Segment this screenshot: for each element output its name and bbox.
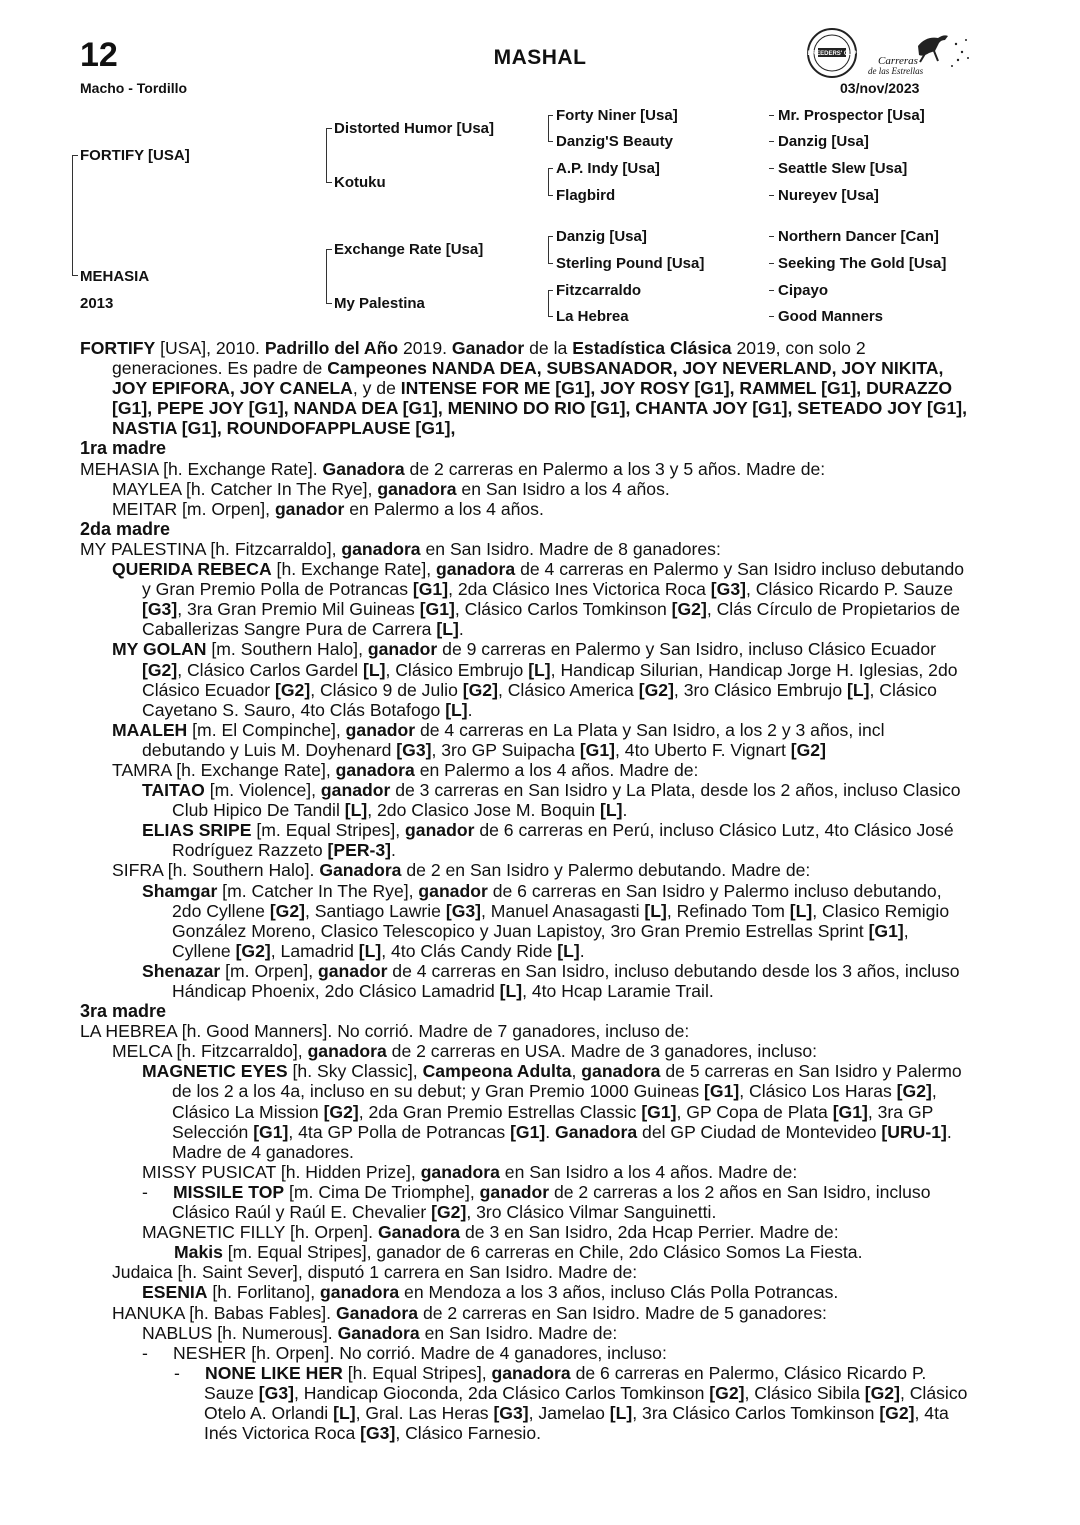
- sex-color: Macho - Tordillo: [80, 80, 188, 96]
- section-heading-3ra-madre: 3ra madre: [80, 1001, 167, 1022]
- produce-entry: HANUKA [h. Babas Fables]. Ganadora de 2 carreras en San Isidro. Madre de 5 ganadores:: [112, 1302, 827, 1323]
- grandproduce-entry: ELIAS SRIPE [m. Equal Stripes], ganador de 6 carreras en Perú, incluso Clásico Lutz, 4to Clásico José Rodríguez Razzeto [PER-3].: [142, 820, 954, 861]
- sire: FORTIFY [USA]: [80, 147, 190, 164]
- bracket-line: [548, 290, 553, 291]
- bracket-line: [326, 249, 327, 303]
- gen3-1: Forty Niner [Usa]: [556, 107, 678, 124]
- grandproduce-entry: Shamgar [m. Catcher In The Rye], ganador de 6 carreras en San Isidro y Palermo incluso debutando, 2do Cyllene [G2], Santiago Lawrie [G3], Manuel Anasagasti [L], Refinado Tom [L], Clasico Remigio González Moreno, Clasico Telescopico y Juan Lapistoy, 3ro Gran Premio Estrellas Sprint [G1], Cyllene [G2], Lamadrid [L], 4to Clás Candy Ride [L].: [142, 880, 950, 961]
- grandproduce-entry: ESENIA [h. Forlitano], ganadora en Mendoza a los 3 años, incluso Clás Polla Potrancas.: [142, 1282, 839, 1303]
- grandproduce-entry: TAITAO [m. Violence], ganador de 3 carreras en San Isidro y La Plata, desde los 2 años, incluso Clasico Club Hipico De Tandil [L], 2do Clasico Jose M. Boquin [L].: [142, 780, 961, 821]
- produce-entry: Judaica [h. Saint Sever], disputó 1 carrera en San Isidro. Madre de:: [112, 1262, 638, 1283]
- bracket-line: [769, 263, 774, 264]
- dam-dam: My Palestina: [334, 295, 425, 312]
- grandproduce-entry: MAGNETIC FILLY [h. Orpen]. Ganadora de 3 en San Isidro, 2da Hcap Perrier. Madre de:: [142, 1222, 839, 1243]
- horse-name: MASHAL: [493, 46, 587, 69]
- foaling-year: 2013: [80, 295, 114, 312]
- bracket-line: [548, 236, 549, 263]
- bracket-line: [72, 155, 78, 156]
- section-heading-1ra-madre: 1ra madre: [80, 438, 167, 459]
- carreras-de-las-estrellas-logo: [806, 26, 972, 80]
- great-great-grandproduce-entry: - NONE LIKE HER [h. Equal Stripes], ganadora de 6 carreras en Palermo, Clásico Ricardo P. Sauze [G3], Handicap Gioconda, 2da Clásico Carlos Tomkinson [G2], Clásico Sibila [G2], Clásico Otelo A. Orlandi [L], Gral. Las Heras [G3], Jamelao [L], 3ra Clásico Carlos Tomkinson [G2], 4ta Inés Victorica Roca [G3], Clásico Farnesio.: [174, 1362, 968, 1444]
- grandproduce-entry: NABLUS [h. Numerous]. Ganadora en San Isidro. Madre de:: [142, 1322, 618, 1343]
- great-grandproduce-entry: - MISSILE TOP [m. Cima De Triomphe], ganador de 2 carreras a los 2 años en San Isidro, incluso Clásico Raúl y Raúl E. Chevalier [G2], 3ro Clásico Vilmar Sanguinetti.: [142, 1181, 931, 1223]
- svg-text:de las Estrellas: de las Estrellas: [868, 66, 924, 76]
- bracket-line: [72, 275, 78, 276]
- svg-text:BREEDERS' CUP: BREEDERS' CUP: [807, 51, 857, 57]
- sire-dam: Kotuku: [334, 174, 386, 191]
- bracket-line: [769, 290, 774, 291]
- bracket-line: [548, 236, 553, 237]
- produce-entry: MEITAR [m. Orpen], ganador en Palermo a los 4 años.: [112, 498, 544, 519]
- bracket-line: [326, 303, 332, 304]
- sire-sire: Distorted Humor [Usa]: [334, 120, 495, 137]
- dam-sire: Exchange Rate [Usa]: [334, 241, 484, 258]
- gen3-3: A.P. Indy [Usa]: [556, 160, 660, 177]
- gen3-7: Fitzcarraldo: [556, 282, 642, 299]
- gen3-4: Flagbird: [556, 187, 616, 204]
- bracket-line: [548, 115, 553, 116]
- race-number: 12: [80, 36, 118, 74]
- gen4-4: Nureyev [Usa]: [778, 187, 879, 204]
- bracket-line: [326, 182, 332, 183]
- section-heading-2da-madre: 2da madre: [80, 518, 171, 539]
- bracket-line: [548, 141, 553, 142]
- bracket-line: [326, 128, 327, 182]
- bracket-line: [769, 316, 774, 317]
- gen3-5: Danzig [Usa]: [556, 228, 647, 245]
- bracket-line: [769, 195, 774, 196]
- bracket-line: [548, 115, 549, 142]
- great-grandproduce-entry: - NESHER [h. Orpen]. No corrió. Madre de 4 ganadores, incluso:: [142, 1342, 667, 1363]
- svg-text:Carreras: Carreras: [878, 55, 918, 67]
- bracket-line: [548, 195, 553, 196]
- bracket-line: [769, 115, 774, 116]
- great-grandproduce-entry: Makis [m. Equal Stripes], ganador de 6 carreras en Chile, 2do Clásico Somos La Fiesta.: [174, 1242, 863, 1263]
- bracket-line: [72, 155, 73, 276]
- grandproduce-entry: Shenazar [m. Orpen], ganador de 4 carreras en San Isidro, incluso debutando desde los 3 años, incluso Hándicap Phoenix, 2do Clásico Lamadrid [L], 4to Hcap Laramie Trail.: [142, 960, 960, 1001]
- bracket-line: [769, 236, 774, 237]
- bracket-line: [548, 168, 549, 195]
- grandproduce-entry: MISSY PUSICAT [h. Hidden Prize], ganadora en San Isidro a los 4 años. Madre de:: [142, 1161, 798, 1182]
- gen4-1: Mr. Prospector [Usa]: [778, 107, 925, 124]
- bracket-line: [548, 316, 553, 317]
- race-date: 03/nov/2023: [840, 80, 920, 96]
- bracket-line: [769, 141, 774, 142]
- bracket-line: [548, 290, 549, 317]
- bracket-line: [548, 263, 553, 264]
- gen4-5: Northern Dancer [Can]: [778, 228, 939, 245]
- gen3-8: La Hebrea: [556, 308, 629, 325]
- gen4-2: Danzig [Usa]: [778, 133, 869, 150]
- family-text: [80, 338, 970, 1443]
- produce-entry: MAYLEA [h. Catcher In The Rye], ganadora en San Isidro a los 4 años.: [112, 478, 670, 499]
- produce-entry: QUERIDA REBECA [h. Exchange Rate], ganadora de 4 carreras en Palermo y San Isidro incluso debutando y Gran Premio Polla de Potrancas [G1], 2da Clásico Ines Victorica Roca [G3], Clásico Ricardo P. Sauze [G3], 3ra Gran Premio Mil Guineas [G1], Clásico Carlos Tomkinson [G2], Clás Círculo de Propietarios de Caballerizas Sangre Pura de Carrera [L].: [112, 559, 965, 640]
- bracket-line: [769, 168, 774, 169]
- second-dam-paragraph: MY PALESTINA [h. Fitzcarraldo], ganadora en San Isidro. Madre de 8 ganadores:: [80, 538, 721, 559]
- dam: MEHASIA: [80, 268, 150, 285]
- first-dam-paragraph: MEHASIA [h. Exchange Rate]. Ganadora de 2 carreras en Palermo a los 3 y 5 años. Madre de:: [80, 458, 826, 479]
- gen4-6: Seeking The Gold [Usa]: [778, 255, 947, 272]
- third-dam-paragraph: LA HEBREA [h. Good Manners]. No corrió. Madre de 7 ganadores, incluso de:: [80, 1021, 690, 1042]
- bracket-line: [326, 128, 332, 129]
- produce-entry: SIFRA [h. Southern Halo]. Ganadora de 2 en San Isidro y Palermo debutando. Madre de:: [112, 860, 811, 881]
- gen4-7: Cipayo: [778, 282, 829, 299]
- gen4-8: Good Manners: [778, 308, 884, 325]
- gen3-6: Sterling Pound [Usa]: [556, 255, 705, 272]
- produce-entry: MY GOLAN [m. Southern Halo], ganador de 9 carreras en Palermo y San Isidro, incluso Clásico Ecuador [G2], Clásico Carlos Gardel [L], Clásico Embrujo [L], Handicap Silurian, Handicap Jorge H. Iglesias, 2do Clásico Ecuador [G2], Clásico 9 de Julio [G2], Clásico America [G2], 3ro Clásico Embrujo [L], Clásico Cayetano S. Sauro, 4to Clás Botafogo [L].: [112, 639, 958, 720]
- gen3-2: Danzig'S Beauty: [556, 133, 673, 150]
- bracket-line: [548, 168, 553, 169]
- produce-entry: MELCA [h. Fitzcarraldo], ganadora de 2 carreras en USA. Madre de 3 ganadores, incluso:: [112, 1041, 818, 1062]
- grandproduce-entry: MAGNETIC EYES [h. Sky Classic], Campeona Adulta, ganadora de 5 carreras en San Isidro y Palermo de los 2 a los 4a, incluso en su debut; y Gran Premio 1000 Guineas [G1], Clásico Los Haras [G2], Clásico La Mission [G2], 2da Gran Premio Estrellas Classic [G1], GP Copa de Plata [G1], 3ra GP Selección [G1], 4ta GP Polla de Potrancas [G1]. Ganadora del GP Ciudad de Montevideo [URU-1]. Madre de 4 ganadores.: [142, 1061, 962, 1162]
- sire-paragraph: FORTIFY [USA], 2010. Padrillo del Año 2019. Ganador de la Estadística Clásica 2019, con solo 2 generaciones. Es padre de Campeones NANDA DEA, SUBSANADOR, JOY NEVERLAND, JOY NIKITA, JOY EPIFORA, JOY CANELA, y de INTENSE FOR ME [G1], JOY ROSY [G1], RAMMEL [G1], DURAZZO [G1], PEPE JOY [G1], NANDA DEA [G1], MENINO DO RIO [G1], CHANTA JOY [G1], SETEADO JOY [G1], NASTIA [G1], ROUNDOFAPPLAUSE [G1],: [80, 338, 968, 439]
- gen4-3: Seattle Slew [Usa]: [778, 160, 908, 177]
- bracket-line: [326, 249, 332, 250]
- produce-entry: MAALEH [m. El Compinche], ganador de 4 carreras en La Plata y San Isidro, a los 2 y 3 años, incl debutando y Luis M. Doyhenard [G3], 3ro GP Suipacha [G1], 4to Uberto F. Vignart [G2]: [112, 719, 885, 760]
- produce-entry: TAMRA [h. Exchange Rate], ganadora en Palermo a los 4 años. Madre de:: [112, 759, 699, 780]
